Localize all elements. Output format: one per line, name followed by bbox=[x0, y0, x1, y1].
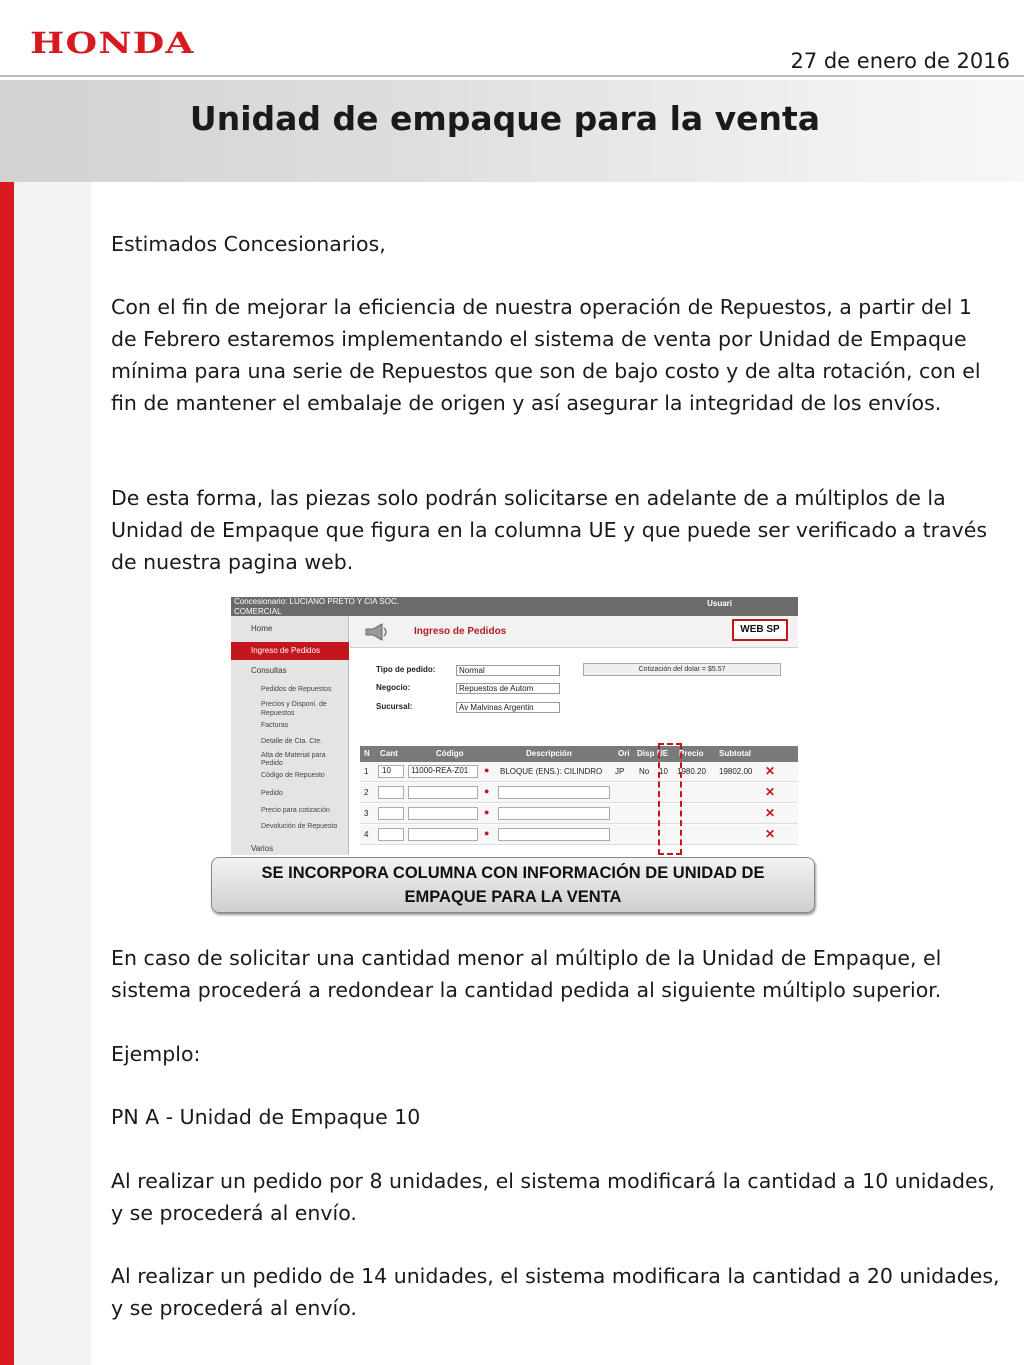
descripcion: BLOQUE (ENS.): CILINDRO bbox=[500, 767, 603, 776]
grid-col-header: Código bbox=[436, 749, 464, 758]
row-number: 2 bbox=[364, 788, 369, 797]
banner-line-1: SE INCORPORA COLUMNA CON INFORMACIÓN DE UNIDAD DE bbox=[261, 864, 765, 882]
precio: 1980.20 bbox=[677, 767, 706, 776]
paragraph-2: De esta forma, las piezas solo podrán solicitarse en adelante de a múltiplos de la Unidad de Empaque que figura en la columna UE y que puede ser verificado a través de nuestra pagina web. bbox=[111, 486, 988, 574]
banner-line-2: EMPAQUE PARA LA VENTA bbox=[404, 888, 622, 906]
example-part-number: PN A - Unidad de Empaque 10 bbox=[111, 1105, 421, 1129]
disponibilidad: No bbox=[639, 767, 650, 776]
row-number: 4 bbox=[364, 830, 369, 839]
table-row bbox=[360, 825, 798, 845]
sucursal-label: Sucursal: bbox=[376, 702, 413, 711]
pin-icon: ● bbox=[484, 828, 490, 838]
honda-logo: HONDA bbox=[30, 26, 195, 60]
sidebar-subitem: Alta de Material para Pedido bbox=[261, 752, 326, 767]
grid-col-header: N bbox=[364, 749, 370, 758]
screenshot-sidebar bbox=[231, 616, 349, 855]
delete-icon: ✕ bbox=[765, 764, 776, 778]
sidebar-subitem: Devolución de Repuesto bbox=[261, 823, 338, 830]
codigo-input bbox=[408, 786, 478, 799]
screenshot-section-header bbox=[350, 616, 798, 648]
sidebar-item-consultas: Consultas bbox=[251, 666, 287, 675]
greeting: Estimados Concesionarios, bbox=[111, 232, 386, 256]
section-title: Ingreso de Pedidos bbox=[414, 626, 507, 637]
document-date: 27 de enero de 2016 bbox=[790, 49, 1010, 73]
grid-col-header: UE bbox=[657, 749, 669, 758]
sidebar-subitem: Precio para cotización bbox=[261, 807, 330, 814]
pin-icon: ● bbox=[484, 786, 490, 796]
callout-banner bbox=[211, 857, 815, 913]
sidebar-subitem: Código de Repuesto bbox=[261, 772, 325, 779]
header-rule bbox=[0, 75, 1024, 77]
sidebar-subitem: Facturas bbox=[261, 722, 289, 729]
screenshot-main bbox=[350, 616, 798, 855]
paragraph-3: En caso de solicitar una cantidad menor al múltiplo de la Unidad de Empaque, el sistema procederá a redondear la cantidad pedida al siguiente múltiplo superior. bbox=[111, 946, 942, 1002]
web-sp-badge: WEB SP bbox=[732, 619, 788, 641]
paragraph-1: Con el fin de mejorar la eficiencia de nuestra operación de Repuestos, a partir del 1 de Febrero estaremos implementando el sistema de venta por Unidad de Empaque mínima para una serie de Repuestos que son de bajo costo y de alta rotación, con el fin de mantener el embalaje de origen y así asegurar la integridad de los envíos. bbox=[111, 295, 981, 415]
table-row bbox=[360, 804, 798, 824]
grid-col-header: Subtotal bbox=[719, 749, 751, 758]
descripcion-input bbox=[498, 786, 610, 799]
pin-icon: ● bbox=[484, 807, 490, 817]
descripcion-input bbox=[498, 828, 610, 841]
negocio-select: Repuestos de Autom bbox=[456, 683, 560, 694]
cant-input: 10 bbox=[378, 765, 404, 778]
table-row bbox=[360, 783, 798, 803]
subtotal: 19802.00 bbox=[719, 767, 753, 776]
grid-col-header: Disp bbox=[637, 749, 655, 758]
tipo-select: Normal bbox=[456, 665, 560, 676]
origen: JP bbox=[615, 767, 625, 776]
left-accent-bar bbox=[0, 182, 14, 1365]
negocio-label: Negocio: bbox=[376, 683, 411, 692]
sidebar-subitem: Pedido bbox=[261, 790, 283, 797]
row-number: 3 bbox=[364, 809, 369, 818]
sidebar-item-ingreso: Ingreso de Pedidos bbox=[231, 642, 349, 660]
sidebar-subitem: Detalle de Cta. Cte. bbox=[261, 738, 323, 745]
grid-header bbox=[360, 746, 798, 762]
example-2: Al realizar un pedido de 14 unidades, el sistema modificara la cantidad a 20 unidades, y se procederá al envío. bbox=[111, 1264, 1000, 1320]
delete-icon: ✕ bbox=[765, 806, 776, 820]
cant-input bbox=[378, 807, 404, 820]
example-1: Al realizar un pedido por 8 unidades, el sistema modificará la cantidad a 10 unidades, y se procederá al envío. bbox=[111, 1169, 995, 1225]
cotizacion-box: Cotización del dolar = $5.57 bbox=[583, 663, 781, 676]
sidebar-subitem: Precios y Disponi. de Repuestos bbox=[261, 701, 327, 717]
table-row bbox=[360, 762, 798, 782]
grid-col-header: Precio bbox=[679, 749, 704, 758]
screenshot-top-bar bbox=[231, 597, 798, 616]
left-margin-band bbox=[14, 182, 91, 1365]
embedded-screenshot bbox=[231, 597, 798, 855]
pin-icon: ● bbox=[484, 765, 490, 775]
cant-input bbox=[378, 786, 404, 799]
tipo-label: Tipo de pedido: bbox=[376, 665, 436, 674]
grid-col-header: Descripción bbox=[526, 749, 572, 758]
codigo-input: 11000-REA-Z01 bbox=[408, 765, 478, 778]
sidebar-item-home: Home bbox=[251, 624, 273, 633]
grid-col-header: Ori bbox=[618, 749, 630, 758]
example-label: Ejemplo: bbox=[111, 1042, 201, 1066]
grid-col-header: Cant bbox=[380, 749, 398, 758]
ue-value: 10 bbox=[659, 767, 668, 776]
delete-icon: ✕ bbox=[765, 785, 776, 799]
delete-icon: ✕ bbox=[765, 827, 776, 841]
user-label: Usuari bbox=[707, 599, 732, 608]
codigo-input bbox=[408, 828, 478, 841]
codigo-input bbox=[408, 807, 478, 820]
sucursal-select: Av Malvinas Argentin bbox=[456, 702, 560, 713]
sidebar-subitem: Pedidos de Repuestos bbox=[261, 686, 332, 693]
row-number: 1 bbox=[364, 767, 369, 776]
megaphone-icon bbox=[364, 622, 390, 642]
descripcion-input bbox=[498, 807, 610, 820]
cant-input bbox=[378, 828, 404, 841]
dealer-name: Concesionario: LUCIANO PRETO Y CIA SOC. bbox=[234, 597, 399, 606]
header bbox=[0, 0, 1024, 182]
page-title: Unidad de empaque para la venta bbox=[189, 99, 821, 138]
ue-column-highlight bbox=[658, 743, 682, 855]
dealer-name-line2: COMERCIAL bbox=[234, 607, 282, 616]
sidebar-item-varios: Varios bbox=[251, 844, 274, 853]
